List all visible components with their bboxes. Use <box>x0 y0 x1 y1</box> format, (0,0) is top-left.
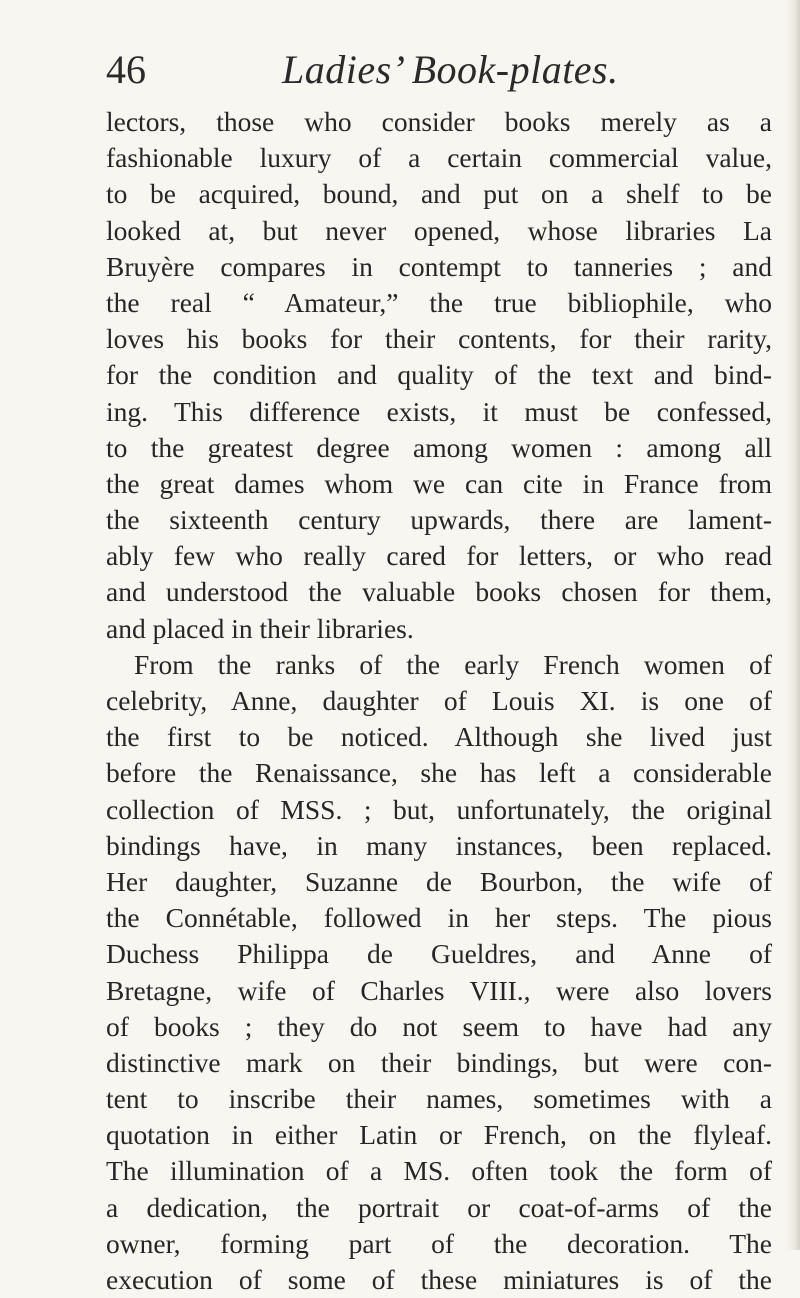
text-line: quotation in either Latin or French, on the flyleaf. <box>106 1119 772 1151</box>
text-line: of books ; they do not seem to have had any <box>106 1010 772 1042</box>
text-line: The illumination of a MS. often took the form of <box>106 1155 772 1187</box>
paragraph-start-line: From the ranks of the early French women of <box>134 648 772 680</box>
text-line: fashionable luxury of a certain commercial value, <box>106 142 772 174</box>
text-line: lectors, those who consider books merely as a <box>106 106 772 137</box>
text-line: Bretagne, wife of Charles VIII., were also lovers <box>106 974 772 1006</box>
text-line: the sixteenth century upwards, there are lament- <box>106 504 772 536</box>
text-line: a dedication, the portrait or coat-of-arms of the <box>106 1191 772 1223</box>
text-line: and understood the valuable books chosen for them, <box>106 576 772 608</box>
text-line: for the condition and quality of the text and bind- <box>106 359 772 391</box>
text-line: Bruyère compares in contempt to tanneries ; and <box>106 250 772 282</box>
text-line: ing. This difference exists, it must be confessed, <box>106 395 772 427</box>
text-line: to the greatest degree among women : among all <box>106 431 772 463</box>
text-line: before the Renaissance, she has left a considerable <box>106 757 772 789</box>
body-text <box>106 104 772 1298</box>
text-line: the real “ Amateur,” the true bibliophile, who <box>106 286 772 318</box>
text-line: the Connétable, followed in her steps. The pious <box>106 902 772 934</box>
text-line: execution of some of these miniatures is of the <box>106 1264 772 1295</box>
text-line: celebrity, Anne, daughter of Louis XI. is one of <box>106 685 772 716</box>
text-line: collection of MSS. ; but, unfortunately, the original <box>106 793 772 825</box>
paragraph-end-line: and placed in their libraries. <box>106 612 414 644</box>
text-line: Duchess Philippa de Gueldres, and Anne of <box>106 938 772 970</box>
running-title: Ladies’ Book-plates. <box>282 47 619 92</box>
page-number: 46 <box>106 47 146 92</box>
text-line: to be acquired, bound, and put on a shelf to be <box>106 178 772 210</box>
text-line: the great dames whom we can cite in France from <box>106 467 772 499</box>
text-line: loves his books for their contents, for their rarity, <box>106 323 772 355</box>
page-edge-shadow <box>786 0 800 1250</box>
text-line: Her daughter, Suzanne de Bourbon, the wife of <box>106 865 772 897</box>
text-line: bindings have, in many instances, been replaced. <box>106 829 772 861</box>
text-line: looked at, but never opened, whose libraries La <box>106 214 772 246</box>
text-line: distinctive mark on their bindings, but were con- <box>106 1046 772 1078</box>
page-header <box>106 46 766 102</box>
text-line: tent to inscribe their names, sometimes with a <box>106 1083 772 1115</box>
text-line: the first to be noticed. Although she lived just <box>106 721 772 753</box>
text-line: owner, forming part of the decoration. The <box>106 1227 772 1259</box>
text-line: ably few who really cared for letters, or who read <box>106 540 772 572</box>
